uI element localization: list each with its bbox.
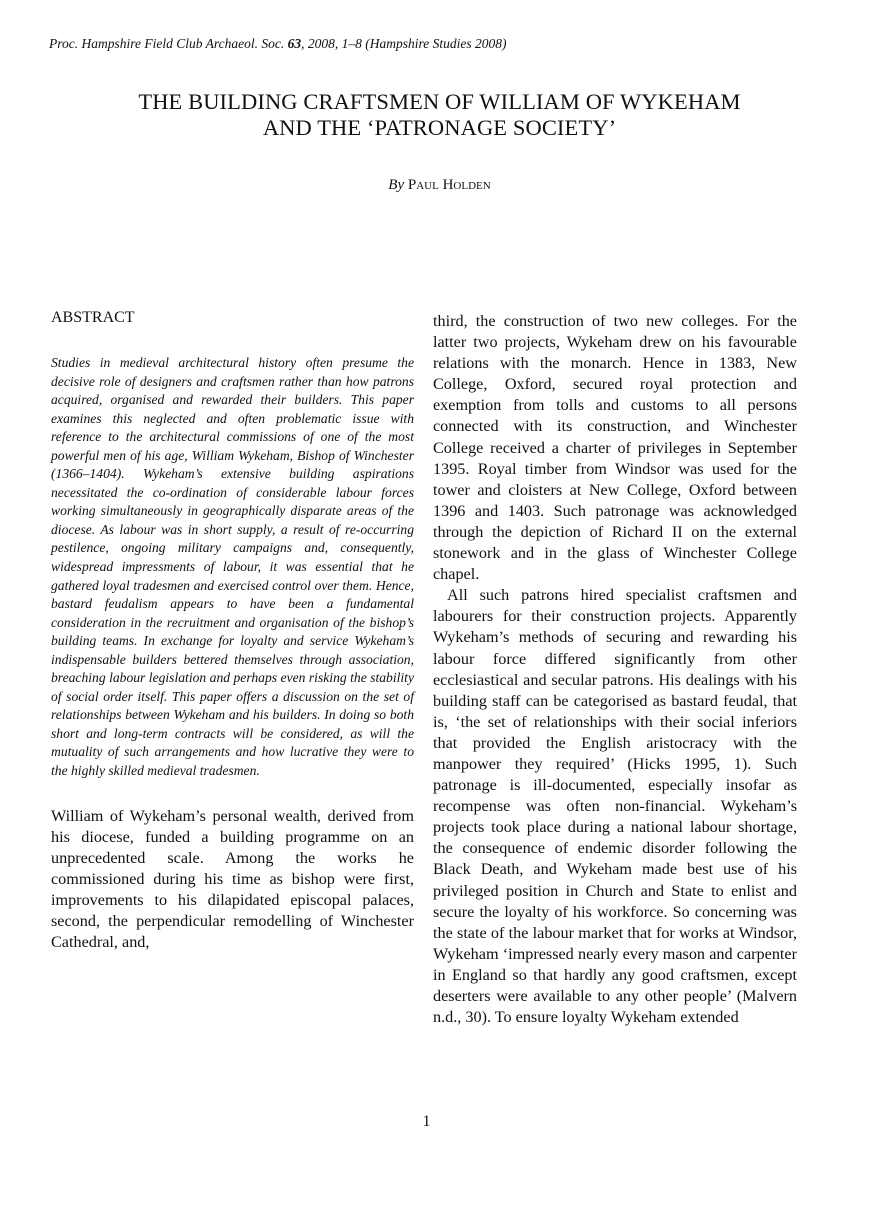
page-number: 1 [422,1113,431,1130]
body-paragraph-2: All such patrons hired specialist craftsmen and labourers for their construction projects. Apparently Wykeham’s methods of securing and rewarding his labour force differed significantly from other ecclesiastical and secular patrons. His dealings with his building staff can be categorised as bastard feudal, that is, ‘the set of relationships with their social inferiors that provided the English aristocracy with the manpower they required’ (Hicks 1995, 1). Such patronage is ill-documented, especially insofar as recompense was often non-financial. Wykeham’s projects took place during a national labour shortage, the consequence of endemic disorder following the Black Death, and Wykeham made best use of his privileged position in Church and State to enlist and secure the loyalty of his workforce. So concerning was the state of the labour market that for works at Windsor, Wykeham ‘impressed nearly every mason and carpenter in England so that hardly any good craftsmen, except deserters were available to any other people’ (Malvern n.d., 30). To ensure loyalty Wykeham extended [433,586,797,1027]
right-column [433,311,797,1028]
title-line-2: AND THE ‘PATRONAGE SOCIETY’ [262,115,617,140]
citation-suffix: , 2008, 1–8 (Hampshire Studies 2008) [301,36,507,51]
journal-citation-header [49,36,829,52]
citation-volume: 63 [287,36,302,51]
body-paragraph-1-continued: third, the construction of two new colleges. For the latter two projects, Wykeham drew on his favourable relations with the monarch. Hence in 1383, New College, Oxford, secured royal protection and exemption from tolls and customs to all persons connected with its construction, and Winchester College received a charter of privileges in September 1395. Royal timber from Windsor was used for the tower and cloisters at New College, Oxford between 1396 and 1403. Such patronage was acknowledged through the depiction of Richard II on the external stonework and in the glass of Winchester College chapel. [433,312,797,584]
abstract-text: Studies in medieval architectural history often presume the decisive role of designers and craftsmen rather than how patrons acquired, organised and rewarded their builders. This paper examines this neglected and often problematic issue with reference to the architectural commissions of one of the most powerful men of his age, William Wykeham, Bishop of Winchester (1366–1404). Wykeham’s extensive building aspirations necessitated the co-ordination of considerable labour forces working simultaneously in geographically disparate areas of the diocese. As labour was in short supply, a result of re-occurring pestilence, ongoing military campaigns and, consequently, widespread impressments of labour, it was essential that he gathered loyal tradesmen and exercised control over them. Hence, bastard feudalism appears to have been a fundamental consideration in the recruitment and organisation of the bishop’s building teams. In exchange for loyalty and service Wykeham’s indispensable builders bettered themselves through association, breaching labour legislation and perhaps even risking the stability of social order itself. This paper offers a discussion on the set of relationships between Wykeham and his builders. In doing so both short and long-term contracts will be considered, as will the mutuality of such arrangements and how lucrative they were to the highly skilled medieval tradesmen. [51,355,414,779]
body-paragraph-1: William of Wykeham’s personal wealth, derived from his diocese, funded a building programme on an unprecedented scale. Among the works he commissioned during his time as bishop were first, improvements to his dilapidated episcopal palaces, second, the perpendicular remodelling of Winchester Cathedral, and, [51,806,414,952]
citation-prefix: Proc. Hampshire Field Club Archaeol. Soc. [49,36,288,51]
title-line-1: THE BUILDING CRAFTSMEN OF WILLIAM OF WYKEHAM [138,89,741,114]
byline [0,177,879,194]
left-column [51,309,414,953]
article-title [40,89,839,141]
byline-prefix: By [388,177,405,193]
abstract-heading: ABSTRACT [51,309,135,326]
author-name: Paul Holden [407,177,491,193]
